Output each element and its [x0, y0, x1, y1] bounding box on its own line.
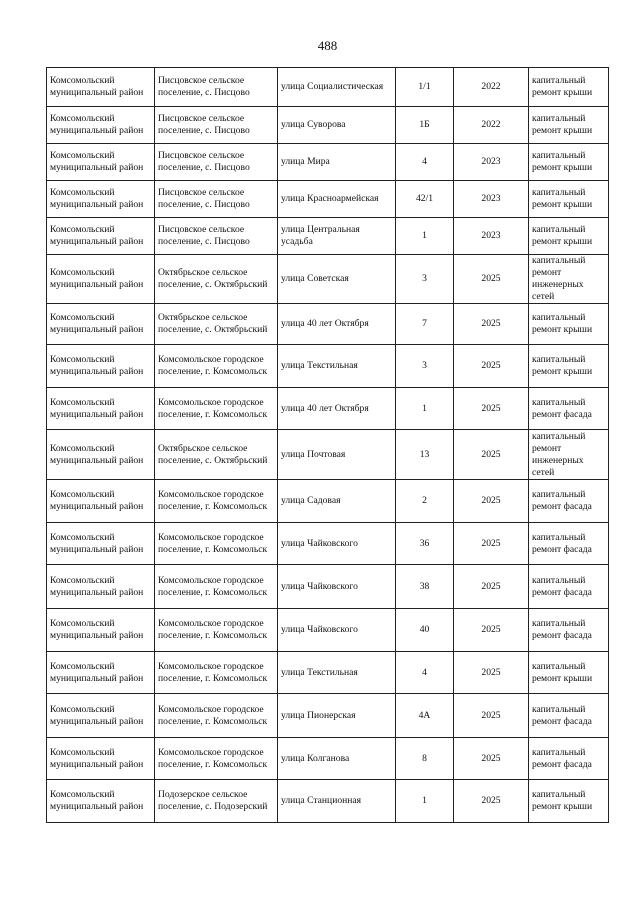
- work-type-cell: капитальный ремонт фасада: [529, 523, 609, 565]
- settlement-cell: Комсомольское городское поселение, г. Комсомольск: [155, 694, 278, 738]
- house-number-cell: 4: [396, 144, 454, 181]
- settlement-cell: Комсомольское городское поселение, г. Комсомольск: [155, 565, 278, 609]
- settlement-cell: Комсомольское городское поселение, г. Комсомольск: [155, 388, 278, 430]
- work-type-cell: капитальный ремонт фасада: [529, 480, 609, 523]
- district-cell: Комсомольский муниципальный район: [47, 181, 155, 218]
- page-number: 488: [317, 38, 338, 53]
- work-type-cell: капитальный ремонт крыши: [529, 304, 609, 345]
- settlement-cell: Комсомольское городское поселение, г. Комсомольск: [155, 480, 278, 523]
- district-cell: Комсомольский муниципальный район: [47, 609, 155, 652]
- house-number-cell: 2: [396, 480, 454, 523]
- year-cell: 2025: [454, 304, 529, 345]
- work-type-cell: капитальный ремонт фасада: [529, 738, 609, 780]
- house-number-cell: 1/1: [396, 68, 454, 107]
- house-number-cell: 1Б: [396, 107, 454, 144]
- table-row: [47, 144, 609, 181]
- district-cell: Комсомольский муниципальный район: [47, 218, 155, 255]
- work-type-cell: капитальный ремонт крыши: [529, 218, 609, 255]
- table-row: [47, 480, 609, 523]
- year-cell: 2025: [454, 738, 529, 780]
- work-type-cell: капитальный ремонт фасада: [529, 694, 609, 738]
- table-row: [47, 255, 609, 304]
- year-cell: 2022: [454, 107, 529, 144]
- settlement-cell: Писцовское сельское поселение, с. Писцово: [155, 218, 278, 255]
- settlement-cell: Комсомольское городское поселение, г. Комсомольск: [155, 523, 278, 565]
- year-cell: 2025: [454, 780, 529, 823]
- table-body: [47, 68, 609, 823]
- year-cell: 2025: [454, 565, 529, 609]
- house-number-cell: 4: [396, 652, 454, 694]
- work-type-cell: капитальный ремонт крыши: [529, 144, 609, 181]
- table-row: [47, 218, 609, 255]
- street-cell: улица Суворова: [278, 107, 396, 144]
- district-cell: Комсомольский муниципальный район: [47, 652, 155, 694]
- work-type-cell: капитальный ремонт инженерных сетей: [529, 255, 609, 304]
- house-number-cell: 1: [396, 388, 454, 430]
- district-cell: Комсомольский муниципальный район: [47, 565, 155, 609]
- settlement-cell: Писцовское сельское поселение, с. Писцово: [155, 144, 278, 181]
- settlement-cell: Писцовское сельское поселение, с. Писцово: [155, 107, 278, 144]
- table-row: [47, 694, 609, 738]
- district-cell: Комсомольский муниципальный район: [47, 144, 155, 181]
- street-cell: улица Пионерская: [278, 694, 396, 738]
- district-cell: Комсомольский муниципальный район: [47, 107, 155, 144]
- settlement-cell: Октябрьское сельское поселение, с. Октябрьский: [155, 304, 278, 345]
- settlement-cell: Комсомольское городское поселение, г. Комсомольск: [155, 738, 278, 780]
- table-row: [47, 652, 609, 694]
- work-type-cell: капитальный ремонт инженерных сетей: [529, 430, 609, 480]
- table-row: [47, 430, 609, 480]
- table-row: [47, 107, 609, 144]
- street-cell: улица Почтовая: [278, 430, 396, 480]
- year-cell: 2025: [454, 523, 529, 565]
- house-number-cell: 13: [396, 430, 454, 480]
- district-cell: Комсомольский муниципальный район: [47, 255, 155, 304]
- district-cell: Комсомольский муниципальный район: [47, 694, 155, 738]
- work-type-cell: капитальный ремонт крыши: [529, 181, 609, 218]
- settlement-cell: Подозерское сельское поселение, с. Подозерский: [155, 780, 278, 823]
- table-row: [47, 523, 609, 565]
- year-cell: 2025: [454, 480, 529, 523]
- settlement-cell: Комсомольское городское поселение, г. Комсомольск: [155, 345, 278, 388]
- year-cell: 2023: [454, 218, 529, 255]
- district-cell: Комсомольский муниципальный район: [47, 523, 155, 565]
- table-row: [47, 565, 609, 609]
- settlement-cell: Комсомольское городское поселение, г. Комсомольск: [155, 609, 278, 652]
- work-type-cell: капитальный ремонт фасада: [529, 388, 609, 430]
- settlement-cell: Писцовское сельское поселение, с. Писцово: [155, 181, 278, 218]
- house-number-cell: 3: [396, 345, 454, 388]
- work-type-cell: капитальный ремонт фасада: [529, 565, 609, 609]
- street-cell: улица Советская: [278, 255, 396, 304]
- year-cell: 2025: [454, 609, 529, 652]
- street-cell: улица 40 лет Октября: [278, 304, 396, 345]
- house-number-cell: 36: [396, 523, 454, 565]
- street-cell: улица Чайковского: [278, 609, 396, 652]
- year-cell: 2025: [454, 255, 529, 304]
- table-row: [47, 388, 609, 430]
- street-cell: улица Чайковского: [278, 523, 396, 565]
- table-row: [47, 345, 609, 388]
- street-cell: улица Станционная: [278, 780, 396, 823]
- year-cell: 2025: [454, 652, 529, 694]
- settlement-cell: Комсомольское городское поселение, г. Комсомольск: [155, 652, 278, 694]
- settlement-cell: Октябрьское сельское поселение, с. Октябрьский: [155, 255, 278, 304]
- house-number-cell: 1: [396, 780, 454, 823]
- settlement-cell: Писцовское сельское поселение, с. Писцово: [155, 68, 278, 107]
- year-cell: 2023: [454, 144, 529, 181]
- street-cell: улица Центральная усадьба: [278, 218, 396, 255]
- street-cell: улица Колганова: [278, 738, 396, 780]
- work-type-cell: капитальный ремонт крыши: [529, 345, 609, 388]
- street-cell: улица Текстильная: [278, 652, 396, 694]
- street-cell: улица Чайковского: [278, 565, 396, 609]
- district-cell: Комсомольский муниципальный район: [47, 780, 155, 823]
- table-row: [47, 609, 609, 652]
- district-cell: Комсомольский муниципальный район: [47, 304, 155, 345]
- table-row: [47, 181, 609, 218]
- table-row: [47, 780, 609, 823]
- work-type-cell: капитальный ремонт крыши: [529, 652, 609, 694]
- house-number-cell: 42/1: [396, 181, 454, 218]
- street-cell: улица Мира: [278, 144, 396, 181]
- work-type-cell: капитальный ремонт крыши: [529, 68, 609, 107]
- district-cell: Комсомольский муниципальный район: [47, 480, 155, 523]
- district-cell: Комсомольский муниципальный район: [47, 430, 155, 480]
- district-cell: Комсомольский муниципальный район: [47, 388, 155, 430]
- house-number-cell: 38: [396, 565, 454, 609]
- work-type-cell: капитальный ремонт фасада: [529, 609, 609, 652]
- street-cell: улица Текстильная: [278, 345, 396, 388]
- settlement-cell: Октябрьское сельское поселение, с. Октябрьский: [155, 430, 278, 480]
- table-row: [47, 304, 609, 345]
- year-cell: 2025: [454, 694, 529, 738]
- table-row: [47, 68, 609, 107]
- street-cell: улица 40 лет Октября: [278, 388, 396, 430]
- year-cell: 2025: [454, 345, 529, 388]
- work-type-cell: капитальный ремонт крыши: [529, 107, 609, 144]
- table-row: [47, 738, 609, 780]
- house-number-cell: 3: [396, 255, 454, 304]
- work-type-cell: капитальный ремонт крыши: [529, 780, 609, 823]
- street-cell: улица Садовая: [278, 480, 396, 523]
- year-cell: 2022: [454, 68, 529, 107]
- house-number-cell: 4А: [396, 694, 454, 738]
- house-number-cell: 8: [396, 738, 454, 780]
- house-number-cell: 7: [396, 304, 454, 345]
- year-cell: 2025: [454, 388, 529, 430]
- district-cell: Комсомольский муниципальный район: [47, 738, 155, 780]
- house-number-cell: 1: [396, 218, 454, 255]
- district-cell: Комсомольский муниципальный район: [47, 68, 155, 107]
- street-cell: улица Социалистическая: [278, 68, 396, 107]
- year-cell: 2025: [454, 430, 529, 480]
- district-cell: Комсомольский муниципальный район: [47, 345, 155, 388]
- repair-register-table: [46, 67, 609, 823]
- house-number-cell: 40: [396, 609, 454, 652]
- street-cell: улица Красноармейская: [278, 181, 396, 218]
- year-cell: 2023: [454, 181, 529, 218]
